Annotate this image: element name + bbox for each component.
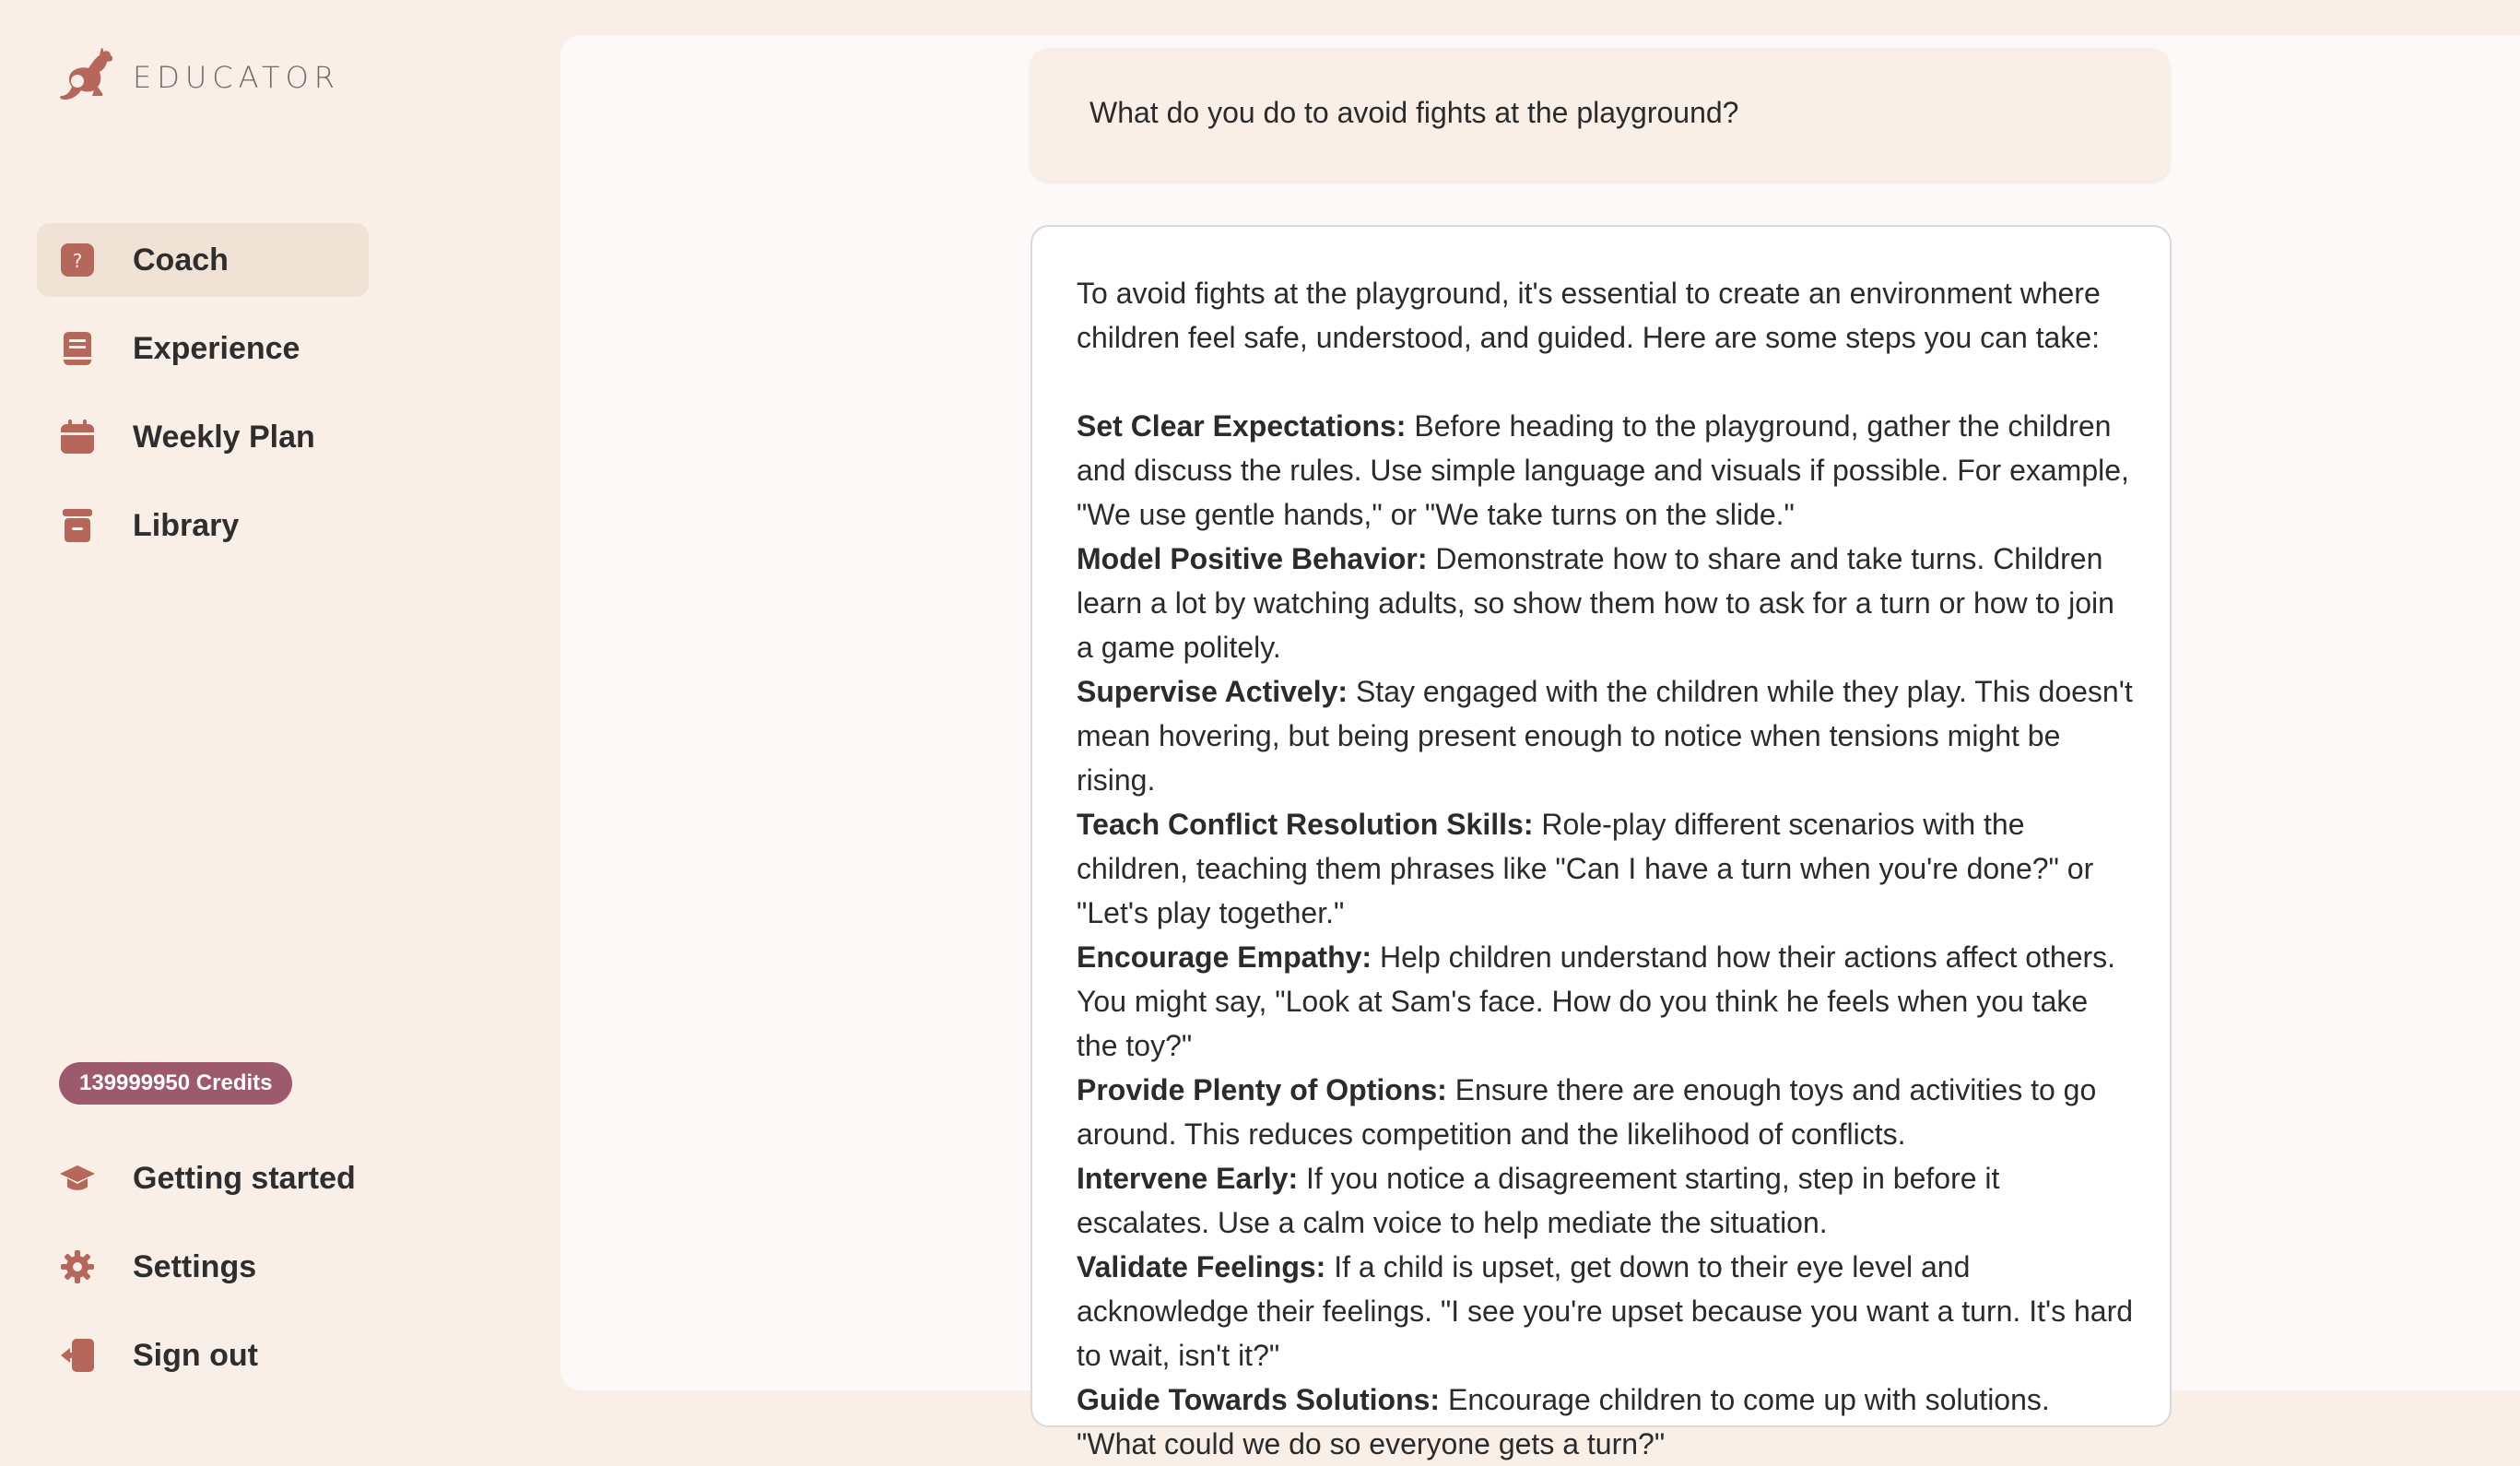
answer-step (1077, 1377, 2137, 1466)
nav-item-label: Weekly Plan (133, 419, 315, 455)
step-text: Help children understand how their actions affect others. You might say, "Look at Sam's face. How do you think he feels when you take the toy?" (1077, 940, 2116, 1062)
answer-step (1077, 669, 2137, 802)
step-title: Intervene Early: (1077, 1162, 1299, 1195)
step-title: Guide Towards Solutions: (1077, 1383, 1441, 1416)
nav-item-library[interactable] (37, 489, 369, 562)
answer-step (1077, 537, 2137, 669)
step-title: Model Positive Behavior: (1077, 542, 1428, 575)
answer-step (1077, 935, 2137, 1068)
nav-item-label: Library (133, 507, 240, 543)
answer-step (1077, 1068, 2137, 1156)
step-text: Encourage children to come up with solutions. "What could we do so everyone gets a turn?" (1077, 1383, 2050, 1460)
nav-item-label: Settings (133, 1248, 257, 1284)
step-text: If a child is upset, get down to their eye level and acknowledge their feelings. "I see you're upset because you want a turn. It's hard to wait, isn't it?" (1077, 1250, 2134, 1372)
nav-item-label: Coach (133, 242, 229, 278)
step-title: Supervise Actively: (1077, 675, 1348, 708)
nav-item-sign-out[interactable] (37, 1318, 406, 1392)
assistant-answer-card (1030, 225, 2172, 1460)
gear-icon (59, 1248, 96, 1285)
answer-step (1077, 1245, 2137, 1377)
step-text: Before heading to the playground, gather the children and discuss the rules. Use simple language and visuals if possible. For example, "We use gentle hands," or "We take turns on the slide." (1077, 409, 2129, 531)
step-title: Encourage Empathy: (1077, 940, 1372, 974)
chat-panel (560, 35, 2520, 1460)
credits-badge: 139999950 Credits (59, 1062, 292, 1105)
nav-item-settings[interactable] (37, 1230, 406, 1304)
step-text: Role-play different scenarios with the children, teaching them phrases like "Can I have a turn when you're done?" or "Let's play together." (1077, 808, 2094, 929)
brand-name: EDUCATOR (133, 60, 340, 95)
user-question-bubble (1030, 48, 2170, 181)
step-text: If you notice a disagreement starting, step in before it escalates. Use a calm voice to help mediate the situation. (1077, 1162, 2000, 1239)
step-text: Stay engaged with the children while they play. This doesn't mean hovering, but being present enough to notice when tensions might be rising. (1077, 675, 2133, 797)
nav-item-label: Getting started (133, 1160, 356, 1196)
user-question-text: What do you do to avoid fights at the playground? (1089, 96, 1739, 129)
brand-logo[interactable] (55, 44, 340, 111)
step-text: Ensure there are enough toys and activities to go around. This reduces competition and the likelihood of conflicts. (1077, 1073, 2097, 1151)
step-title: Validate Feelings: (1077, 1250, 1326, 1283)
nav-item-getting-started[interactable] (37, 1141, 406, 1215)
nav-item-label: Experience (133, 330, 300, 366)
svg-text:?: ? (72, 250, 83, 272)
nav-item-weekly-plan[interactable] (37, 400, 369, 474)
calendar-icon (59, 419, 96, 455)
step-title: Teach Conflict Resolution Skills: (1077, 808, 1534, 841)
step-title: Provide Plenty of Options: (1077, 1073, 1447, 1106)
sign-out-icon (59, 1337, 96, 1374)
kangaroo-logo-icon (55, 44, 122, 111)
nav-item-coach[interactable] (37, 223, 369, 297)
sidebar (0, 0, 560, 1400)
archive-icon (59, 507, 96, 544)
graduation-cap-icon (59, 1160, 96, 1197)
answer-body (1077, 271, 2137, 1466)
answer-step (1077, 1156, 2137, 1245)
step-title: Set Clear Expectations: (1077, 409, 1407, 443)
answer-intro: To avoid fights at the playground, it's essential to create an environment where children feel safe, understood, and guided. Here are some steps you can take: (1077, 277, 2101, 354)
nav-item-experience[interactable] (37, 312, 369, 385)
answer-step (1077, 404, 2137, 537)
main-nav (37, 223, 369, 577)
question-square-icon (59, 242, 96, 278)
bottom-nav (37, 1141, 406, 1407)
nav-item-label: Sign out (133, 1337, 258, 1373)
answer-step (1077, 802, 2137, 935)
book-icon (59, 330, 96, 367)
step-text: Demonstrate how to share and take turns. Children learn a lot by watching adults, so show them how to ask for a turn or how to join a game politely. (1077, 542, 2114, 664)
